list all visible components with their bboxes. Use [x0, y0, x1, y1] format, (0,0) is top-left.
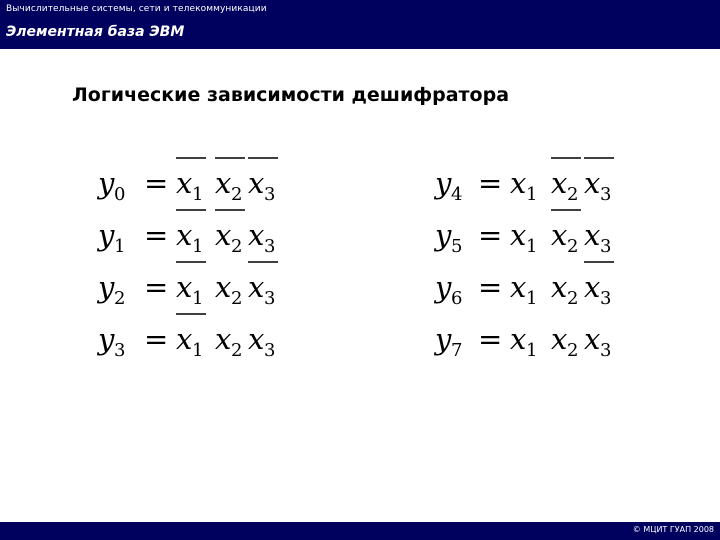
input-variable: x: [584, 322, 601, 356]
equals-sign: =: [144, 166, 169, 200]
output-index: 7: [451, 340, 463, 361]
equation-y0: [96, 158, 278, 205]
input-index: 2: [567, 184, 579, 205]
input-index: 1: [192, 184, 204, 205]
output-variable: y: [435, 270, 452, 304]
input-index: 2: [231, 184, 243, 205]
equation-y5: [433, 210, 611, 257]
input-variable: x: [584, 218, 601, 252]
equals-sign: =: [144, 270, 169, 304]
equals-sign: =: [144, 322, 169, 356]
input-index: 1: [526, 340, 538, 361]
output-index: 6: [451, 288, 463, 309]
output-variable: y: [98, 166, 115, 200]
input-index: 1: [192, 236, 204, 257]
output-variable: y: [98, 270, 115, 304]
equation-y2: [96, 262, 278, 309]
output-index: 2: [114, 288, 126, 309]
equals-sign: =: [478, 166, 503, 200]
input-variable: x: [176, 270, 193, 304]
input-index: 3: [600, 236, 612, 257]
equals-sign: =: [144, 218, 169, 252]
input-index: 1: [192, 340, 204, 361]
input-variable: x: [248, 166, 265, 200]
equals-sign: =: [478, 270, 503, 304]
output-index: 3: [114, 340, 126, 361]
equals-sign: =: [478, 218, 503, 252]
input-variable: x: [248, 322, 265, 356]
input-variable: x: [551, 322, 568, 356]
input-index: 1: [526, 236, 538, 257]
input-variable: x: [551, 166, 568, 200]
input-variable: x: [176, 166, 193, 200]
copyright-text: © МЦИТ ГУАП 2008: [632, 525, 714, 534]
input-variable: x: [510, 322, 527, 356]
slide-title: Логические зависимости дешифратора: [72, 84, 510, 106]
input-variable: x: [584, 270, 601, 304]
input-variable: x: [215, 166, 232, 200]
input-index: 3: [264, 236, 276, 257]
output-variable: y: [435, 218, 452, 252]
input-index: 2: [231, 288, 243, 309]
input-variable: x: [510, 270, 527, 304]
equation-y7: [433, 322, 611, 361]
output-variable: y: [98, 322, 115, 356]
output-index: 0: [114, 184, 126, 205]
input-variable: x: [176, 322, 193, 356]
footer-bar: [0, 522, 720, 540]
input-index: 1: [526, 288, 538, 309]
input-index: 3: [600, 184, 612, 205]
output-variable: y: [435, 322, 452, 356]
input-variable: x: [510, 166, 527, 200]
input-variable: x: [176, 218, 193, 252]
input-index: 1: [526, 184, 538, 205]
equation-y4: [433, 158, 614, 205]
output-index: 5: [451, 236, 463, 257]
input-index: 2: [231, 236, 243, 257]
equation-y6: [433, 262, 614, 309]
input-variable: x: [248, 270, 265, 304]
input-index: 3: [600, 288, 612, 309]
input-variable: x: [248, 218, 265, 252]
course-subtitle: Вычислительные системы, сети и телекоммуникации: [6, 4, 267, 14]
input-index: 3: [600, 340, 612, 361]
input-index: 2: [567, 288, 579, 309]
input-index: 1: [192, 288, 204, 309]
input-variable: x: [215, 270, 232, 304]
section-title: Элементная база ЭВМ: [6, 24, 185, 40]
input-index: 3: [264, 184, 276, 205]
input-variable: x: [510, 218, 527, 252]
input-index: 3: [264, 340, 276, 361]
input-index: 2: [231, 340, 243, 361]
input-variable: x: [551, 270, 568, 304]
input-index: 2: [567, 236, 579, 257]
input-index: 2: [567, 340, 579, 361]
output-variable: y: [98, 218, 115, 252]
input-variable: x: [215, 322, 232, 356]
input-variable: x: [584, 166, 601, 200]
input-variable: x: [215, 218, 232, 252]
output-index: 4: [451, 184, 463, 205]
equation-y3: [96, 314, 275, 361]
equals-sign: =: [478, 322, 503, 356]
equation-y1: [96, 210, 275, 257]
input-index: 3: [264, 288, 276, 309]
output-index: 1: [114, 236, 126, 257]
input-variable: x: [551, 218, 568, 252]
output-variable: y: [435, 166, 452, 200]
